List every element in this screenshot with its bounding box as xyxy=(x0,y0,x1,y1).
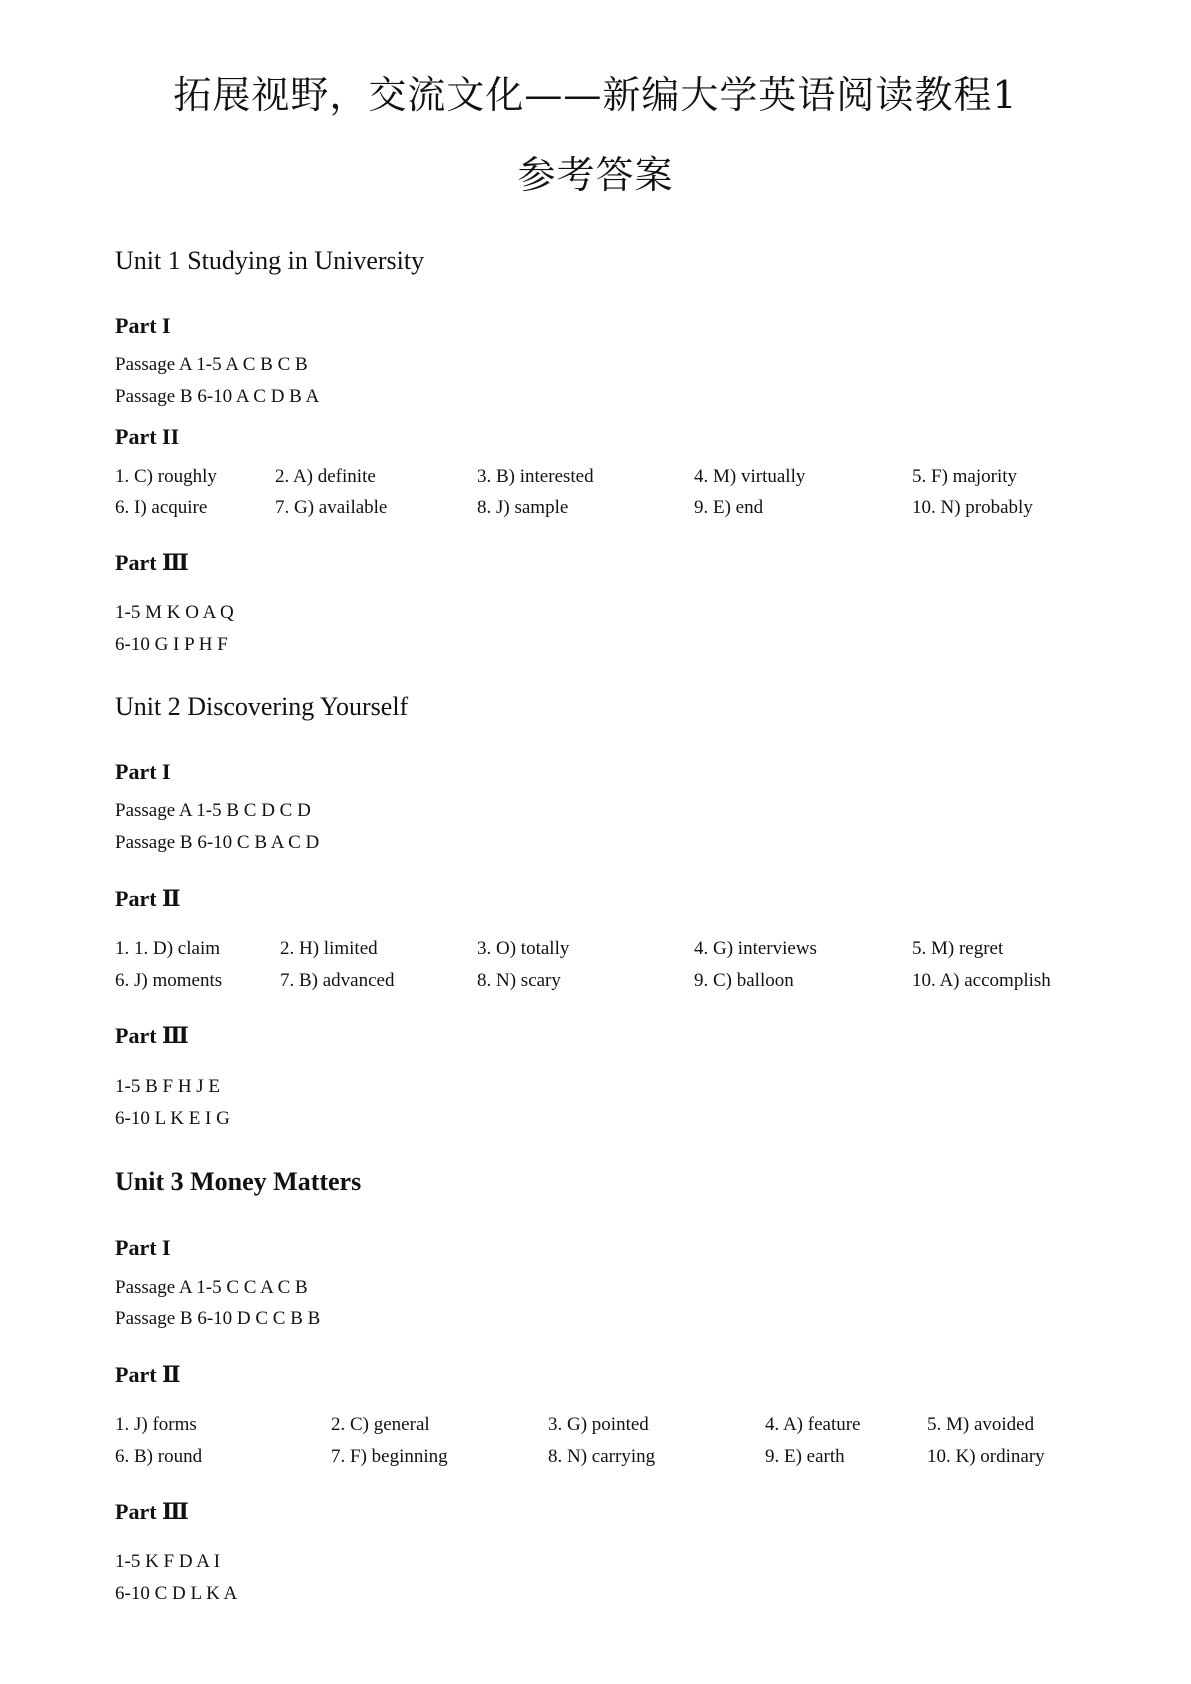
unit1-passage-a: Passage A 1-5 A C B C B xyxy=(115,354,308,375)
unit3-part1-heading: Part I xyxy=(115,1235,171,1260)
unit1-answer-3: 3. B) interested xyxy=(477,466,594,487)
unit3-answer-8: 8. N) carrying xyxy=(548,1446,656,1467)
unit2-heading: Unit 2 Discovering Yourself xyxy=(115,692,409,721)
unit2-part2-heading: Part Ⅱ xyxy=(115,886,181,911)
unit2-answer-10: 10. A) accomplish xyxy=(912,970,1051,991)
unit3-part3-heading: Part Ⅲ xyxy=(115,1499,189,1524)
unit1-part1-heading: Part I xyxy=(115,313,171,338)
unit3-answer-10: 10. K) ordinary xyxy=(927,1446,1045,1467)
unit1-answer-7: 7. G) available xyxy=(275,497,388,518)
unit2-answer-5: 5. M) regret xyxy=(912,938,1004,959)
unit1-part3-line2: 6-10 G I P H F xyxy=(115,634,228,655)
unit2-answer-7: 7. B) advanced xyxy=(280,970,395,991)
unit2-answer-6: 6. J) moments xyxy=(115,970,223,991)
document-title: 拓展视野，交流文化——新编大学英语阅读教程1 xyxy=(173,73,1018,117)
unit3-passage-b: Passage B 6-10 D C C B B xyxy=(115,1308,321,1329)
unit2-answer-2: 2. H) limited xyxy=(280,938,378,959)
unit3-answer-3: 3. G) pointed xyxy=(548,1414,649,1435)
unit2-passage-b: Passage B 6-10 C B A C D xyxy=(115,832,320,853)
unit2-part1-heading: Part I xyxy=(115,759,171,784)
unit1-answer-4: 4. M) virtually xyxy=(694,466,806,487)
unit2-answer-9: 9. C) balloon xyxy=(694,970,794,991)
unit3-answer-7: 7. F) beginning xyxy=(331,1446,448,1467)
unit2-part3-line2: 6-10 L K E I G xyxy=(115,1108,230,1129)
unit1-answer-5: 5. F) majority xyxy=(912,466,1018,487)
unit3-passage-a: Passage A 1-5 C C A C B xyxy=(115,1277,308,1298)
unit3-answer-4: 4. A) feature xyxy=(765,1414,861,1435)
unit1-part3-line1: 1-5 M K O A Q xyxy=(115,602,234,623)
unit1-passage-b: Passage B 6-10 A C D B A xyxy=(115,386,320,407)
unit2-answer-1: 1. 1. D) claim xyxy=(115,938,221,959)
unit3-answer-9: 9. E) earth xyxy=(765,1446,845,1467)
unit3-answer-6: 6. B) round xyxy=(115,1446,203,1467)
unit3-part3-line2: 6-10 C D L K A xyxy=(115,1583,238,1604)
unit1-answer-6: 6. I) acquire xyxy=(115,497,208,518)
unit1-part2-heading: Part II xyxy=(115,424,180,449)
unit3-heading: Unit 3 Money Matters xyxy=(115,1167,362,1196)
unit2-part3-line1: 1-5 B F H J E xyxy=(115,1076,221,1097)
unit1-part3-heading: Part Ⅲ xyxy=(115,550,189,575)
unit2-answer-8: 8. N) scary xyxy=(477,970,561,991)
unit3-part2-heading: Part Ⅱ xyxy=(115,1362,181,1387)
unit2-passage-a: Passage A 1-5 B C D C D xyxy=(115,800,311,821)
unit1-answer-8: 8. J) sample xyxy=(477,497,569,518)
unit3-answer-1: 1. J) forms xyxy=(115,1414,197,1435)
unit1-answer-9: 9. E) end xyxy=(694,497,764,518)
unit2-answer-3: 3. O) totally xyxy=(477,938,570,959)
unit3-answer-5: 5. M) avoided xyxy=(927,1414,1035,1435)
unit3-part3-line1: 1-5 K F D A I xyxy=(115,1551,221,1572)
unit1-answer-10: 10. N) probably xyxy=(912,497,1033,518)
unit2-answer-4: 4. G) interviews xyxy=(694,938,817,959)
unit1-heading: Unit 1 Studying in University xyxy=(115,246,425,275)
unit3-answer-2: 2. C) general xyxy=(331,1414,430,1435)
unit1-answer-1: 1. C) roughly xyxy=(115,466,217,487)
unit1-answer-2: 2. A) definite xyxy=(275,466,376,487)
unit2-part3-heading: Part Ⅲ xyxy=(115,1023,189,1048)
document-subtitle: 参考答案 xyxy=(517,153,674,197)
